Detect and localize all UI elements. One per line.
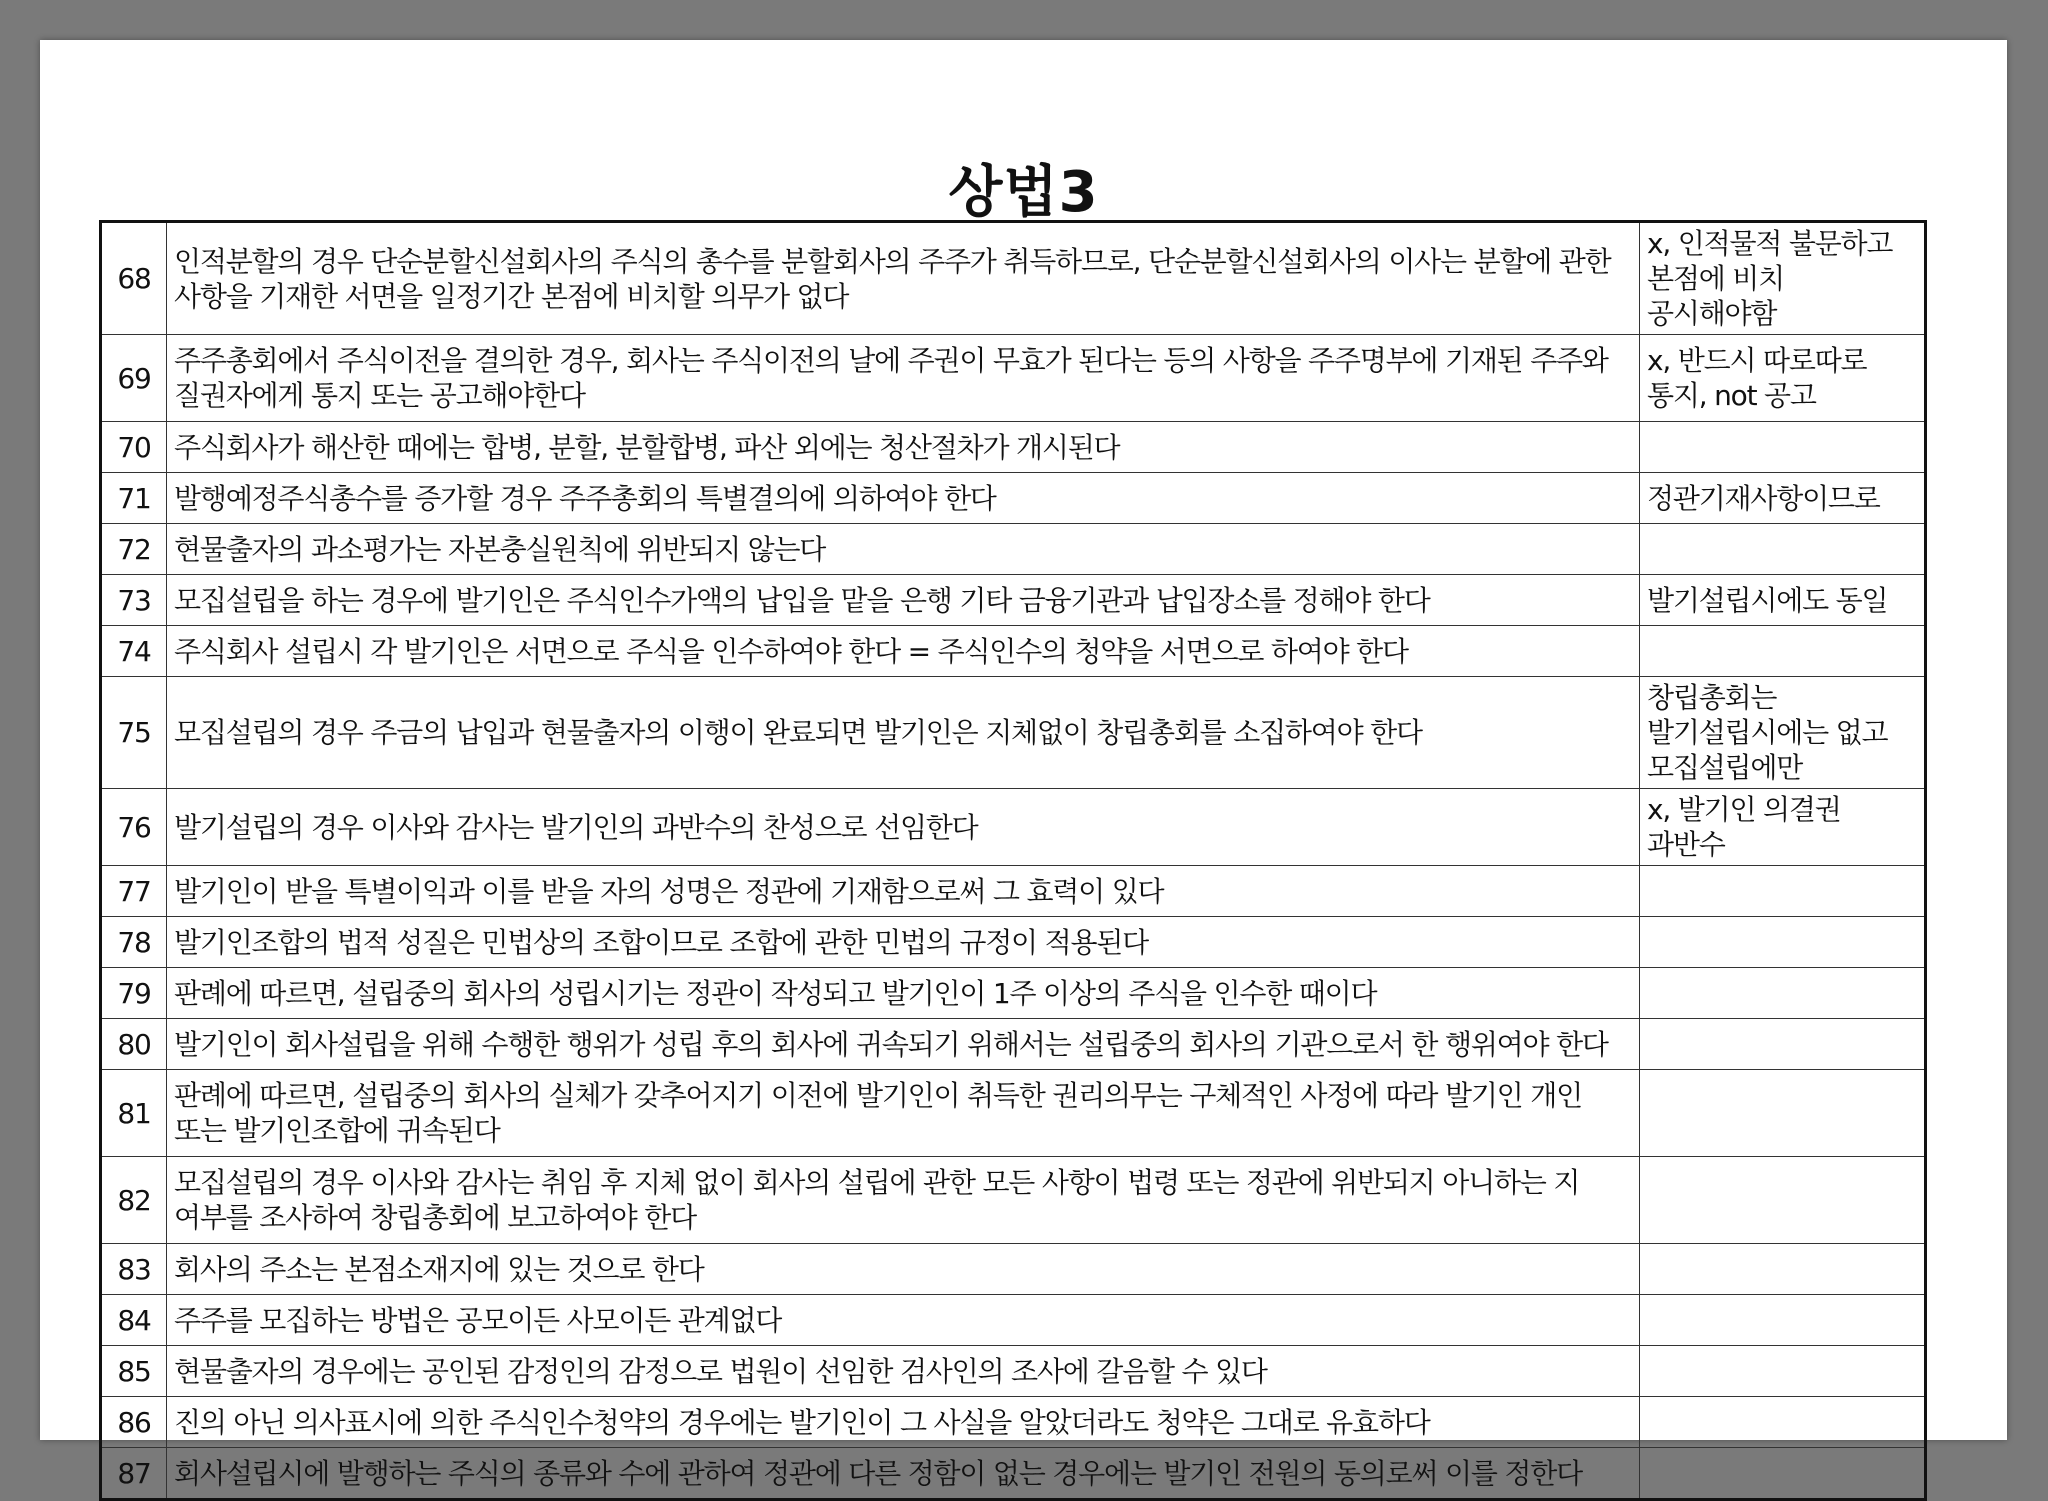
row-number: 78 [101,917,167,968]
answer-note: x, 인적물적 불문하고 본점에 비치 공시해야함 [1640,222,1926,335]
question-text: 판례에 따르면, 설립중의 회사의 실체가 갖추어지기 이전에 발기인이 취득한 권리의무는 구체적인 사정에 따라 발기인 개인 또는 발기인조합에 귀속된다 [167,1070,1640,1157]
row-number: 80 [101,1019,167,1070]
row-number: 71 [101,473,167,524]
table-row [101,1070,1926,1157]
row-number: 70 [101,422,167,473]
answer-note [1640,917,1926,968]
question-text: 발기인조합의 법적 성질은 민법상의 조합이므로 조합에 관한 민법의 규정이 적용된다 [167,917,1640,968]
question-text: 발행예정주식총수를 증가할 경우 주주총회의 특별결의에 의하여야 한다 [167,473,1640,524]
row-number: 72 [101,524,167,575]
table-row [101,222,1926,335]
answer-note [1640,1019,1926,1070]
row-number: 87 [101,1448,167,1500]
row-number: 77 [101,866,167,917]
row-number: 81 [101,1070,167,1157]
question-text: 현물출자의 과소평가는 자본충실원칙에 위반되지 않는다 [167,524,1640,575]
row-number: 85 [101,1346,167,1397]
answer-note [1640,968,1926,1019]
answer-note [1640,1346,1926,1397]
table-row [101,1448,1926,1500]
table-row [101,917,1926,968]
row-number: 86 [101,1397,167,1448]
question-text: 발기인이 회사설립을 위해 수행한 행위가 성립 후의 회사에 귀속되기 위해서는 설립중의 회사의 기관으로서 한 행위여야 한다 [167,1019,1640,1070]
row-number: 84 [101,1295,167,1346]
table-row [101,866,1926,917]
question-text: 진의 아닌 의사표시에 의한 주식인수청약의 경우에는 발기인이 그 사실을 알았더라도 청약은 그대로 유효하다 [167,1397,1640,1448]
row-number: 79 [101,968,167,1019]
question-text: 주식회사가 해산한 때에는 합병, 분할, 분할합병, 파산 외에는 청산절차가 개시된다 [167,422,1640,473]
answer-note [1640,1295,1926,1346]
answer-note: 발기설립시에도 동일 [1640,575,1926,626]
table-row [101,1295,1926,1346]
table-row [101,524,1926,575]
table-row [101,422,1926,473]
row-number: 73 [101,575,167,626]
answer-note [1640,866,1926,917]
row-number: 69 [101,335,167,422]
question-text: 회사의 주소는 본점소재지에 있는 것으로 한다 [167,1244,1640,1295]
question-text: 주주를 모집하는 방법은 공모이든 사모이든 관계없다 [167,1295,1640,1346]
answer-note [1640,626,1926,677]
question-text: 발기설립의 경우 이사와 감사는 발기인의 과반수의 찬성으로 선임한다 [167,789,1640,866]
question-text: 주주총회에서 주식이전을 결의한 경우, 회사는 주식이전의 날에 주권이 무효가 된다는 등의 사항을 주주명부에 기재된 주주와 질권자에게 통지 또는 공고해야한다 [167,335,1640,422]
row-number: 83 [101,1244,167,1295]
table-row [101,335,1926,422]
question-text: 모집설립의 경우 이사와 감사는 취임 후 지체 없이 회사의 설립에 관한 모든 사항이 법령 또는 정관에 위반되지 아니하는 지 여부를 조사하여 창립총회에 보고하여야 한다 [167,1157,1640,1244]
page-title: 상법3 [948,160,1099,225]
table-row [101,1157,1926,1244]
row-number: 82 [101,1157,167,1244]
question-text: 발기인이 받을 특별이익과 이를 받을 자의 성명은 정관에 기재함으로써 그 효력이 있다 [167,866,1640,917]
question-text: 회사설립시에 발행하는 주식의 종류와 수에 관하여 정관에 다른 정함이 없는 경우에는 발기인 전원의 동의로써 이를 정한다 [167,1448,1640,1500]
question-text: 현물출자의 경우에는 공인된 감정인의 감정으로 법원이 선임한 검사인의 조사에 갈음할 수 있다 [167,1346,1640,1397]
question-table [99,220,1927,1501]
table-row [101,968,1926,1019]
row-number: 75 [101,677,167,789]
table-row [101,1019,1926,1070]
row-number: 74 [101,626,167,677]
answer-note [1640,1070,1926,1157]
answer-note: x, 발기인 의결권 과반수 [1640,789,1926,866]
table-row [101,473,1926,524]
answer-note [1640,524,1926,575]
question-text: 모집설립을 하는 경우에 발기인은 주식인수가액의 납입을 맡을 은행 기타 금융기관과 납입장소를 정해야 한다 [167,575,1640,626]
table-row [101,789,1926,866]
table-row [101,1244,1926,1295]
document-page [40,40,2007,1490]
table-row [101,626,1926,677]
table-row [101,1397,1926,1448]
row-number: 68 [101,222,167,335]
answer-note [1640,1448,1926,1500]
question-text: 모집설립의 경우 주금의 납입과 현물출자의 이행이 완료되면 발기인은 지체없이 창립총회를 소집하여야 한다 [167,677,1640,789]
answer-note: 정관기재사항이므로 [1640,473,1926,524]
answer-note [1640,1244,1926,1295]
table-row [101,575,1926,626]
answer-note: x, 반드시 따로따로 통지, not 공고 [1640,335,1926,422]
answer-note: 창립총회는 발기설립시에는 없고 모집설립에만 [1640,677,1926,789]
question-text: 주식회사 설립시 각 발기인은 서면으로 주식을 인수하여야 한다 = 주식인수의 청약을 서면으로 하여야 한다 [167,626,1640,677]
answer-note [1640,1397,1926,1448]
answer-note [1640,1157,1926,1244]
answer-note [1640,422,1926,473]
question-text: 인적분할의 경우 단순분할신설회사의 주식의 총수를 분할회사의 주주가 취득하므로, 단순분할신설회사의 이사는 분할에 관한 사항을 기재한 서면을 일정기간 본점에 비치할 의무가 없다 [167,222,1640,335]
table-row [101,1346,1926,1397]
question-text: 판례에 따르면, 설립중의 회사의 성립시기는 정관이 작성되고 발기인이 1주 이상의 주식을 인수한 때이다 [167,968,1640,1019]
table-row [101,677,1926,789]
row-number: 76 [101,789,167,866]
